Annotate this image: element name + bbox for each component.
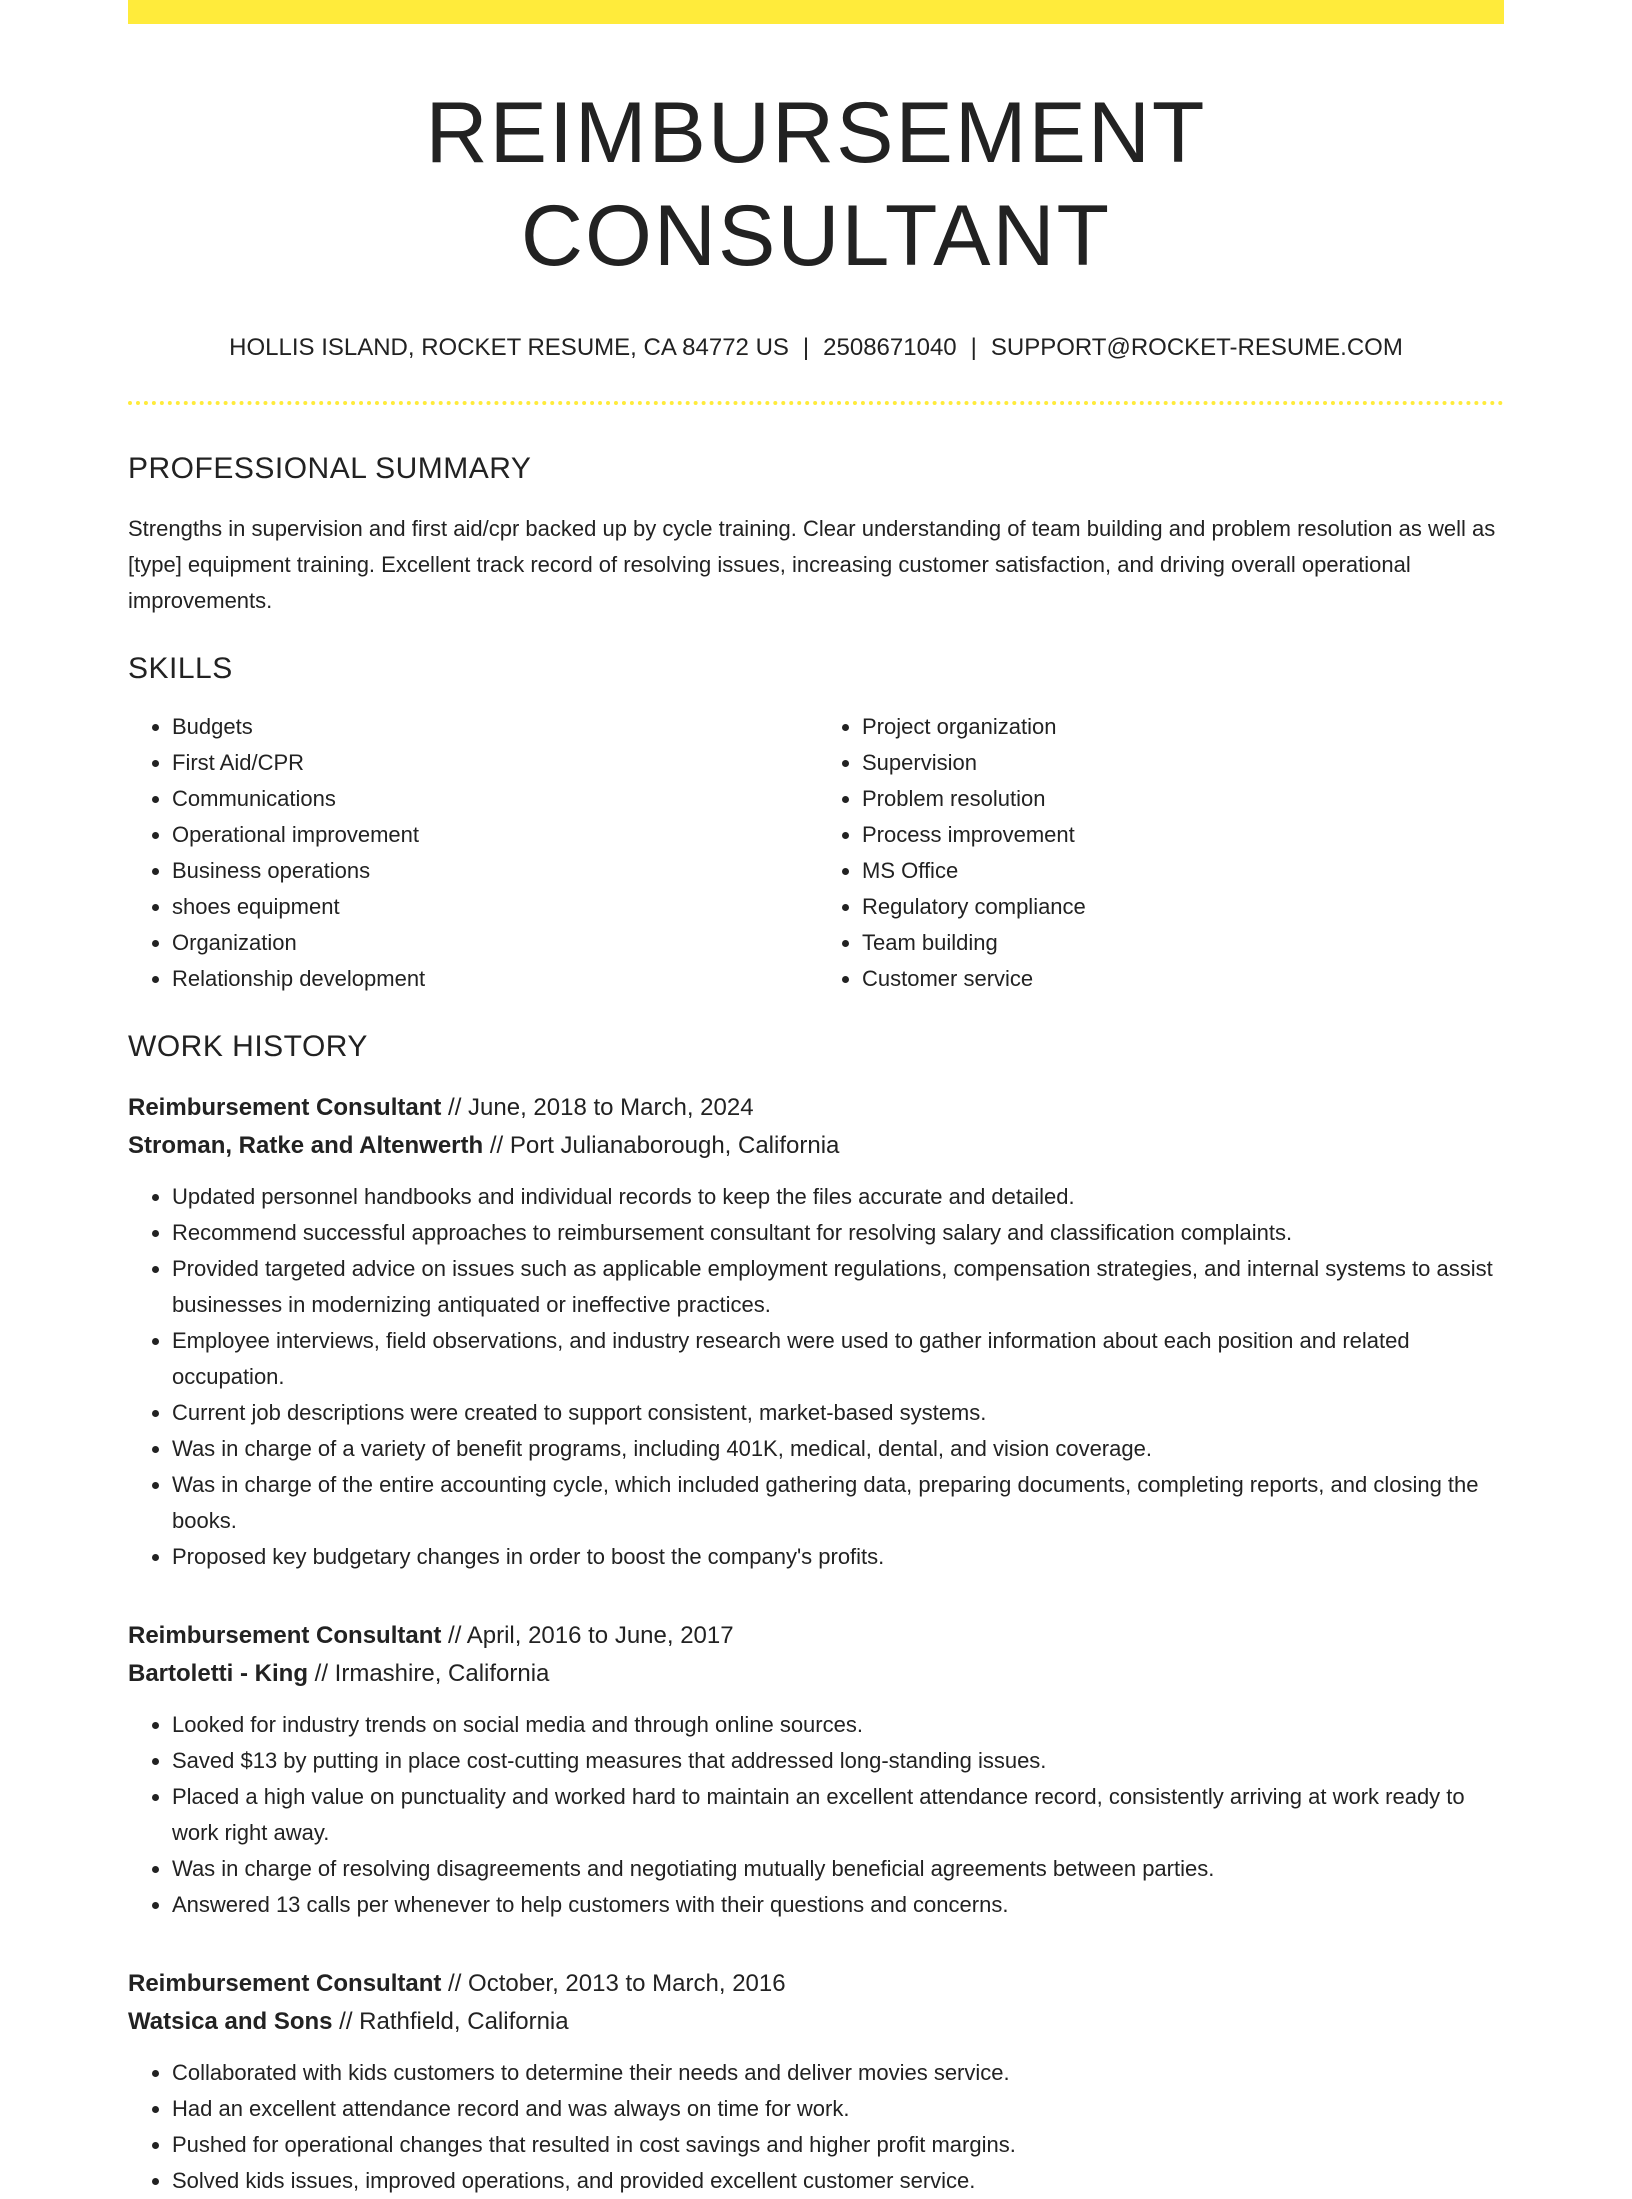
header-divider — [128, 401, 1504, 405]
job-bullet: • Answered 13 calls per whenever to help customers with their questions and concerns. — [172, 1887, 1504, 1923]
job-bullet: • Had an excellent attendance record and was always on time for work. — [172, 2091, 1504, 2127]
job-role: Reimbursement Consultant — [128, 1094, 442, 1122]
job-bullet: • Was in charge of resolving disagreements and negotiating mutually beneficial agreements between parties. — [172, 1851, 1504, 1887]
job-title-line — [128, 1089, 1504, 1127]
job-company: Watsica and Sons — [128, 2008, 333, 2036]
skill-item: • Problem resolution — [862, 781, 1504, 817]
skill-item: • Project organization — [862, 709, 1504, 745]
job-bullet: • Provided targeted advice on issues such as applicable employment regulations, compensation strategies, and internal systems to assist businesses in modernizing antiquated or ineffective practices. — [172, 1251, 1504, 1323]
skill-item: • First Aid/CPR — [172, 745, 814, 781]
skill-item: • Organization — [172, 925, 814, 961]
contact-address: HOLLIS ISLAND, ROCKET RESUME, CA 84772 US — [229, 334, 789, 362]
summary-heading: PROFESSIONAL SUMMARY — [128, 452, 532, 486]
skills-columns — [128, 709, 1504, 997]
skill-item: • Process improvement — [862, 817, 1504, 853]
contact-line — [128, 334, 1504, 363]
job-role: Reimbursement Consultant — [128, 1622, 442, 1650]
job-entry — [128, 1617, 1504, 1923]
skill-item: • Team building — [862, 925, 1504, 961]
job-bullet: • Employee interviews, field observations, and industry research were used to gather information about each position and related occupation. — [172, 1323, 1504, 1395]
skill-item: • Customer service — [862, 961, 1504, 997]
job-bullet: • Saved $13 by putting in place cost-cutting measures that addressed long-standing issues. — [172, 1743, 1504, 1779]
work-history-heading: WORK HISTORY — [128, 1030, 368, 1064]
job-company: Stroman, Ratke and Altenwerth — [128, 1132, 484, 1160]
job-location: // Rathfield, California — [332, 2008, 569, 2036]
job-bullet: • Placed a high value on punctuality and worked hard to maintain an excellent attendance record, consistently arriving at work ready to work right away. — [172, 1779, 1504, 1851]
job-bullet: • Collaborated with kids customers to determine their needs and deliver movies service. — [172, 2055, 1504, 2091]
job-entry — [128, 1965, 1504, 2199]
contact-phone: 2508671040 — [823, 334, 957, 362]
summary-text: Strengths in supervision and first aid/cpr backed up by cycle training. Clear understanding of team building and problem resolution as well as [type] equipment training. Excellent track record of resolving issues, increasing customer satisfaction, and driving overall operational improvements. — [128, 516, 1496, 614]
contact-email: SUPPORT@ROCKET-RESUME.COM — [990, 334, 1403, 362]
skill-item: • Operational improvement — [172, 817, 814, 853]
skill-item: • Business operations — [172, 853, 814, 889]
skill-item: • MS Office — [862, 853, 1504, 889]
job-bullet: • Was in charge of a variety of benefit programs, including 401K, medical, dental, and vision coverage. — [172, 1431, 1504, 1467]
job-company: Bartoletti - King — [128, 1660, 308, 1688]
job-role: Reimbursement Consultant — [128, 1970, 442, 1998]
job-location: // Irmashire, California — [308, 1660, 550, 1688]
top-accent-bar — [128, 0, 1504, 24]
job-bullets — [128, 1179, 1504, 1575]
job-title-line — [128, 1617, 1504, 1655]
resume-title: REIMBURSEMENT CONSULTANT — [425, 85, 1207, 285]
skill-item: • Relationship development — [172, 961, 814, 997]
job-dates: // June, 2018 to March, 2024 — [441, 1094, 754, 1122]
skill-item: • Communications — [172, 781, 814, 817]
job-bullets — [128, 2055, 1504, 2199]
skill-item: • Regulatory compliance — [862, 889, 1504, 925]
job-bullet: • Current job descriptions were created to support consistent, market-based systems. — [172, 1395, 1504, 1431]
job-title-line — [128, 1965, 1504, 2003]
skills-heading: SKILLS — [128, 652, 233, 686]
contact-separator: | — [970, 334, 977, 362]
skill-item: • Budgets — [172, 709, 814, 745]
job-company-line — [128, 1655, 1504, 1693]
job-entry — [128, 1089, 1504, 1575]
job-location: // Port Julianaborough, California — [483, 1132, 840, 1160]
job-bullet: • Recommend successful approaches to reimbursement consultant for resolving salary and classification complaints. — [172, 1215, 1504, 1251]
job-dates: // October, 2013 to March, 2016 — [441, 1970, 786, 1998]
contact-separator: | — [802, 334, 810, 362]
skill-item: • shoes equipment — [172, 889, 814, 925]
job-bullet: • Looked for industry trends on social media and through online sources. — [172, 1707, 1504, 1743]
job-bullet: • Proposed key budgetary changes in order to boost the company's profits. — [172, 1539, 1504, 1575]
job-bullets — [128, 1707, 1504, 1923]
job-bullet: • Was in charge of the entire accounting cycle, which included gathering data, preparing documents, completing reports, and closing the books. — [172, 1467, 1504, 1539]
job-bullet: • Pushed for operational changes that resulted in cost savings and higher profit margins. — [172, 2127, 1504, 2163]
job-dates: // April, 2016 to June, 2017 — [441, 1622, 734, 1650]
job-bullet: • Solved kids issues, improved operations, and provided excellent customer service. — [172, 2163, 1504, 2199]
job-bullet: • Updated personnel handbooks and individual records to keep the files accurate and detailed. — [172, 1179, 1504, 1215]
skill-item: • Supervision — [862, 745, 1504, 781]
job-company-line — [128, 1127, 1504, 1165]
job-company-line — [128, 2003, 1504, 2041]
resume-page — [128, 0, 1504, 2199]
skills-list-left — [128, 709, 814, 997]
skills-list-right — [814, 709, 1504, 997]
